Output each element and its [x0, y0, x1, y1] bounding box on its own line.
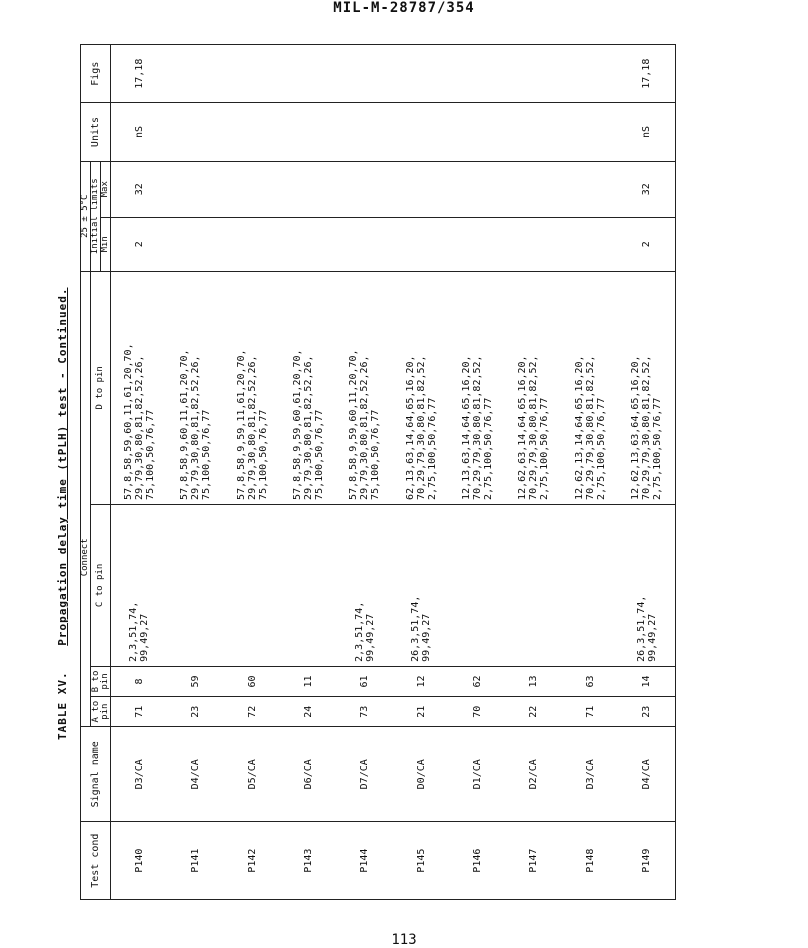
figs-cell: [280, 45, 336, 103]
figs-cell: [506, 45, 562, 103]
units-cell: [168, 103, 224, 161]
min-limit-cell: 2: [618, 217, 675, 271]
c-pin-cell: [168, 504, 224, 666]
pin-list-line: 29,79,30,80,81,82,52,26,: [359, 355, 371, 500]
b-pin-cell: 61: [337, 666, 393, 696]
b-pin-cell: 13: [506, 666, 562, 696]
a-pin-cell: 21: [393, 697, 449, 727]
d-pin-cell: [280, 271, 336, 504]
b-pin-cell: 12: [393, 666, 449, 696]
pin-list-line: 2,75,100,50,76,77: [482, 397, 494, 500]
pin-list-line: 2,3,51,74,: [353, 601, 365, 662]
min-limit-cell: [168, 217, 224, 271]
header-a-to-pin: A to pin: [91, 697, 111, 727]
pin-list-line: 29,79,30,80,81,82,52,26,: [302, 355, 314, 500]
pin-list-line: 70,29,79,30,80,81,82,52,: [415, 355, 427, 500]
figs-cell: [393, 45, 449, 103]
b-pin-cell: 14: [618, 666, 675, 696]
max-limit-cell: [506, 161, 562, 217]
table-row: [393, 45, 449, 900]
c-pin-cell: [562, 504, 618, 666]
max-limit-cell: [337, 161, 393, 217]
signal-name-cell: D5/CA: [224, 727, 280, 822]
b-pin-cell: 11: [280, 666, 336, 696]
max-limit-cell: [449, 161, 505, 217]
table-row: [562, 45, 618, 900]
test-cond-cell: P140: [111, 822, 168, 900]
min-limit-cell: 2: [111, 217, 168, 271]
max-limit-cell: [168, 161, 224, 217]
test-cond-cell: P146: [449, 822, 505, 900]
pin-list-line: 75,100,50,76,77: [257, 409, 269, 500]
figs-cell: [337, 45, 393, 103]
pin-list-line: 57,8,58,9,59,60,61,20,70,: [291, 349, 303, 500]
table-caption: Propagation delay time (tPLH) test - Continued.: [56, 287, 69, 646]
units-cell: [562, 103, 618, 161]
max-limit-cell: [393, 161, 449, 217]
pin-list-line: 12,13,63,14,64,65,16,20,: [460, 355, 472, 500]
d-pin-cell: [618, 271, 675, 504]
d-pin-cell: [393, 271, 449, 504]
c-pin-cell: [337, 504, 393, 666]
pin-list-line: 70,29,79,30,80,81,82,52,: [641, 355, 653, 500]
pin-list-line: 12,62,13,14,64,65,16,20,: [573, 355, 585, 500]
c-pin-cell: [224, 504, 280, 666]
pin-list-line: 12,62,13,63,64,65,16,20,: [630, 355, 642, 500]
figs-cell: 17,18: [111, 45, 168, 103]
pin-list-line: 57,8,58,9,59,60,11,20,70,: [348, 349, 360, 500]
page-number: 113: [391, 932, 417, 948]
table-row: [168, 45, 224, 900]
signal-name-cell: D2/CA: [506, 727, 562, 822]
table-body: [111, 45, 676, 900]
c-pin-cell: [111, 504, 168, 666]
min-limit-cell: [280, 217, 336, 271]
signal-name-cell: D6/CA: [280, 727, 336, 822]
min-limit-cell: [506, 217, 562, 271]
d-pin-cell: [449, 271, 505, 504]
a-pin-cell: 71: [111, 697, 168, 727]
test-cond-cell: P149: [618, 822, 675, 900]
table-row: [618, 45, 675, 900]
test-cond-cell: P143: [280, 822, 336, 900]
pin-list-line: 99,49,27: [646, 613, 658, 662]
pin-list-line: 12,62,63,14,64,65,16,20,: [517, 355, 529, 500]
c-pin-cell: [280, 504, 336, 666]
b-pin-cell: 8: [111, 666, 168, 696]
pin-list-line: 2,75,100,50,76,77: [426, 397, 438, 500]
test-cond-cell: P142: [224, 822, 280, 900]
c-pin-cell: [393, 504, 449, 666]
header-min: Min: [101, 217, 111, 271]
signal-name-cell: D7/CA: [337, 727, 393, 822]
max-limit-cell: 32: [618, 161, 675, 217]
b-pin-cell: 60: [224, 666, 280, 696]
a-pin-cell: 23: [618, 697, 675, 727]
header-figs: Figs: [81, 45, 111, 103]
units-cell: [224, 103, 280, 161]
units-cell: [280, 103, 336, 161]
pin-list-line: 2,75,100,50,76,77: [539, 397, 551, 500]
pin-list-line: 29,79,30,80,81,82,52,26,: [133, 355, 145, 500]
test-cond-cell: P147: [506, 822, 562, 900]
c-pin-cell: [618, 504, 675, 666]
signal-name-cell: D3/CA: [562, 727, 618, 822]
b-pin-cell: 59: [168, 666, 224, 696]
header-c-to-pin: C to pin: [91, 504, 111, 666]
pin-list-line: 2,3,51,74,: [128, 601, 140, 662]
pin-list-line: 70,29,79,30,80,81,82,52,: [471, 355, 483, 500]
a-pin-cell: 73: [337, 697, 393, 727]
table-row: [224, 45, 280, 900]
header-b-to-pin: B to pin: [91, 666, 111, 696]
table-row: [280, 45, 336, 900]
pin-list-line: 75,100,50,76,77: [201, 409, 213, 500]
header-test-cond: Test cond: [81, 822, 111, 900]
document-number: MIL-M-28787/354: [333, 0, 475, 16]
table-container: [80, 44, 676, 900]
d-pin-cell: [562, 271, 618, 504]
d-pin-cell: [506, 271, 562, 504]
table-row: [506, 45, 562, 900]
table-row: [449, 45, 505, 900]
pin-list-line: 29,79,30,80,81,82,52,26,: [246, 355, 258, 500]
max-limit-cell: [224, 161, 280, 217]
table-label: TABLE XV.: [56, 671, 69, 740]
units-cell: nS: [111, 103, 168, 161]
units-cell: [449, 103, 505, 161]
c-pin-cell: [449, 504, 505, 666]
min-limit-cell: [449, 217, 505, 271]
figs-cell: [562, 45, 618, 103]
signal-name-cell: D4/CA: [618, 727, 675, 822]
figs-cell: [168, 45, 224, 103]
pin-list-line: 2,75,100,50,76,77: [652, 397, 664, 500]
units-cell: [506, 103, 562, 161]
a-pin-cell: 24: [280, 697, 336, 727]
pin-list-line: 57,8,58,59,60,11,61,20,70,: [122, 343, 134, 500]
pin-list-line: 75,100,50,76,77: [370, 409, 382, 500]
pin-list-line: 99,49,27: [364, 613, 376, 662]
b-pin-cell: 63: [562, 666, 618, 696]
figs-cell: [449, 45, 505, 103]
header-d-to-pin: D to pin: [91, 271, 111, 504]
a-pin-cell: 72: [224, 697, 280, 727]
header-initial-limits: Initial limits: [91, 161, 101, 271]
c-pin-cell: [506, 504, 562, 666]
pin-list-line: 70,29,79,30,80,81,82,52,: [528, 355, 540, 500]
header-connect: Connect: [81, 271, 91, 727]
min-limit-cell: [337, 217, 393, 271]
pin-list-line: 99,49,27: [421, 613, 433, 662]
d-pin-cell: [224, 271, 280, 504]
table-row: [111, 45, 168, 900]
figs-cell: [224, 45, 280, 103]
table-row: [337, 45, 393, 900]
min-limit-cell: [562, 217, 618, 271]
pin-list-line: 70,29,79,30,80,81,82,52,: [584, 355, 596, 500]
header-temp-group: 25 ± 5°C: [81, 161, 91, 271]
min-limit-cell: [393, 217, 449, 271]
a-pin-cell: 70: [449, 697, 505, 727]
pin-list-line: 26,3,51,74,: [635, 595, 647, 662]
min-limit-cell: [224, 217, 280, 271]
header-max: Max: [101, 161, 111, 217]
signal-name-cell: D4/CA: [168, 727, 224, 822]
pin-list-line: 62,13,63,14,64,65,16,20,: [404, 355, 416, 500]
pin-list-line: 57,8,58,9,59,11,61,20,70,: [235, 349, 247, 500]
signal-name-cell: D0/CA: [393, 727, 449, 822]
pin-list-line: 75,100,50,76,77: [313, 409, 325, 500]
pin-list-line: 26,3,51,74,: [410, 595, 422, 662]
a-pin-cell: 22: [506, 697, 562, 727]
d-pin-cell: [168, 271, 224, 504]
signal-name-cell: D3/CA: [111, 727, 168, 822]
test-cond-cell: P148: [562, 822, 618, 900]
figs-cell: 17,18: [618, 45, 675, 103]
d-pin-cell: [111, 271, 168, 504]
units-cell: [393, 103, 449, 161]
pin-list-line: 57,8,58,9,60,11,61,20,70,: [179, 349, 191, 500]
pin-list-line: 2,75,100,50,76,77: [595, 397, 607, 500]
table-title: [56, 40, 69, 740]
d-pin-cell: [337, 271, 393, 504]
units-cell: [337, 103, 393, 161]
header-signal-name: Signal name: [81, 727, 111, 822]
pin-list-line: 99,49,27: [139, 613, 151, 662]
propagation-delay-table: [80, 44, 676, 900]
max-limit-cell: [562, 161, 618, 217]
signal-name-cell: D1/CA: [449, 727, 505, 822]
a-pin-cell: 23: [168, 697, 224, 727]
test-cond-cell: P145: [393, 822, 449, 900]
test-cond-cell: P144: [337, 822, 393, 900]
test-cond-cell: P141: [168, 822, 224, 900]
units-cell: nS: [618, 103, 675, 161]
a-pin-cell: 71: [562, 697, 618, 727]
max-limit-cell: 32: [111, 161, 168, 217]
b-pin-cell: 62: [449, 666, 505, 696]
header-units: Units: [81, 103, 111, 161]
max-limit-cell: [280, 161, 336, 217]
pin-list-line: 29,79,30,80,81,82,52,26,: [190, 355, 202, 500]
pin-list-line: 75,100,50,76,77: [144, 409, 156, 500]
